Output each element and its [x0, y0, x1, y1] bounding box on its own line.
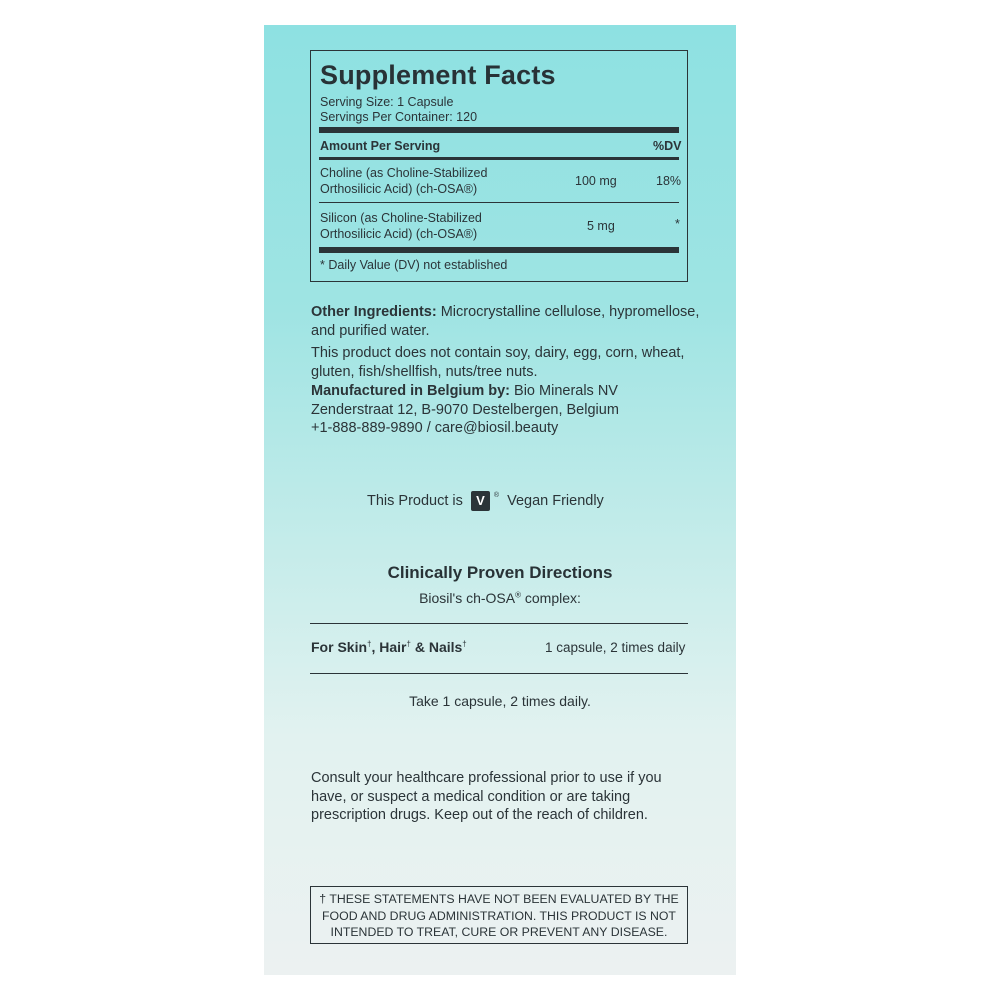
vegan-suffix: Vegan Friendly [507, 493, 604, 509]
choline-name-line1: Choline (as Choline-Stabilized [320, 166, 488, 180]
directions-title: Clinically Proven Directions [387, 563, 613, 582]
dv-header: %DV [653, 139, 682, 153]
directions-use-dose: 1 capsule, 2 times daily [545, 640, 686, 655]
directions-subtitle [264, 590, 736, 606]
manufacturer-name: Bio Minerals NV [514, 383, 618, 399]
use-label-nails: & Nails [410, 639, 463, 655]
fda-disclaimer-text: † THESE STATEMENTS HAVE NOT BEEN EVALUATED BY THE FOOD AND DRUG ADMINISTRATION. THIS PRODUCT IS NOT INTENDED TO TREAT, CURE OR PREVENT ANY DISEASE. [319, 892, 679, 939]
directions-bottom-rule [310, 673, 688, 674]
amount-per-serving-header: Amount Per Serving [320, 139, 441, 153]
silicon-name-line1: Silicon (as Choline-Stabilized [320, 211, 482, 225]
directions-subtitle-main: Biosil's ch-OSA [419, 590, 516, 606]
servings-per-container: Servings Per Container: 120 [320, 110, 478, 124]
other-ingredients [311, 303, 711, 340]
vegan-statement [367, 491, 604, 511]
warning-text: Consult your healthcare professional prior to use if you have, or suspect a medical condition or are taking prescription drugs. Keep out of the reach of children. [311, 770, 662, 823]
supplement-facts-box [310, 50, 688, 282]
vegan-badge-icon: V [471, 491, 490, 511]
silicon-amount: 5 mg [587, 219, 615, 233]
choline-name-line2: Orthosilicic Acid) (ch-OSA®) [320, 182, 478, 196]
supplement-facts-title: Supplement Facts [320, 60, 556, 90]
facts-rule-bottom [319, 247, 679, 253]
other-ingredients-text: Microcrystalline cellulose, hypromellose, and purified water. [311, 304, 700, 339]
dagger-hair: † [406, 639, 411, 649]
directions-take: Take 1 capsule, 2 times daily. [409, 693, 591, 709]
choline-amount: 100 mg [575, 174, 617, 188]
directions-subtitle-mark: ® [515, 590, 521, 600]
facts-rule-thick [319, 127, 679, 133]
use-label-hair: , Hair [371, 639, 407, 655]
dagger-skin: † [367, 639, 372, 649]
vegan-prefix: This Product is [367, 493, 463, 509]
dagger-nails: † [462, 639, 467, 649]
manufacturer-block [311, 382, 711, 438]
other-ingredients-label: Other Ingredients: [311, 304, 437, 320]
directions-top-rule [310, 623, 688, 624]
dv-footnote: * Daily Value (DV) not established [320, 258, 508, 272]
use-label-skin: For Skin [311, 639, 368, 655]
manufacturer-contact: +1-888-889-9890 / care@biosil.beauty [311, 420, 559, 436]
directions-use-label [311, 639, 467, 655]
facts-row-divider [319, 202, 679, 203]
choline-dv: 18% [656, 174, 682, 188]
fda-disclaimer-box [310, 886, 688, 944]
serving-size: Serving Size: 1 Capsule [320, 95, 454, 109]
directions-subtitle-end: complex: [521, 590, 581, 606]
vegan-registered-mark: ® [493, 491, 500, 499]
manufacturer-address: Zenderstraat 12, B-9070 Destelbergen, Belgium [311, 401, 619, 418]
facts-rule-mid [319, 157, 679, 160]
silicon-dv: * [675, 217, 680, 231]
allergen-statement: This product does not contain soy, dairy, egg, corn, wheat, gluten, fish/shellfish, nuts/tree nuts. [311, 345, 685, 380]
manufacturer-label: Manufactured in Belgium by: [311, 383, 510, 399]
silicon-name-line2: Orthosilicic Acid) (ch-OSA®) [320, 227, 478, 241]
